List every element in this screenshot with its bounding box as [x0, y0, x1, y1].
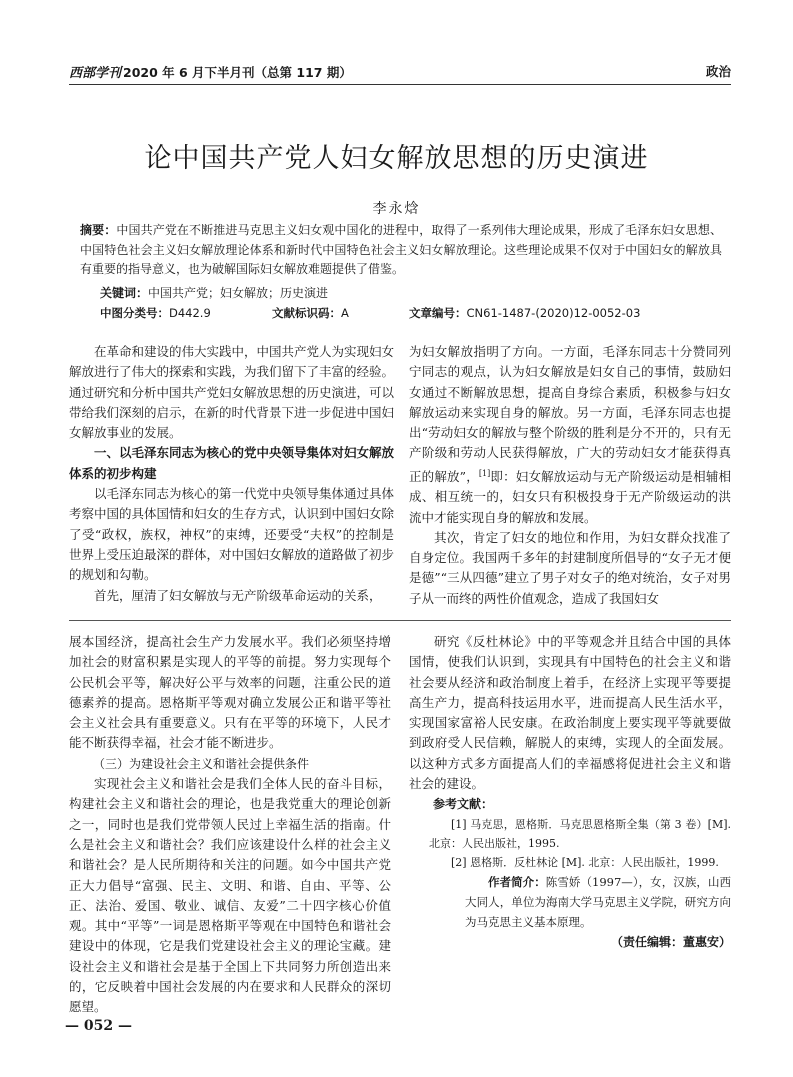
abstract-text: 中国共产党在不断推进马克思主义妇女观中国化的进程中，取得了一系列伟大理论成果，形成了毛泽东妇女思想、中国特色社会主义妇女解放理论体系和新时代中国特色社会主义妇女解放理论。这些理论成果不仅对于中国妇女的解放具有重要的指导意义，也为破解国际妇女解放难题提供了借鉴。 — [80, 223, 722, 276]
page-header — [69, 58, 731, 85]
bio-text: 陈雪娇（1997—），女，汉族，山西大同人，单位为海南大学马克思主义学院，研究方向为马克思主义基本原理。 — [465, 874, 732, 929]
section-heading: 一、以毛泽东同志为核心的党中央领导集体对妇女解放体系的初步构建 — [69, 445, 395, 481]
clc-number — [100, 305, 211, 321]
citation-marker: [1] — [478, 468, 491, 478]
document-code — [272, 305, 349, 321]
paragraph: 实现社会主义和谐社会是我们全体人民的奋斗目标，构建社会主义和谐社会的理论，也是我党重大的理论创新之一，同时也是我们党带领人民过上幸福生活的指南。什么是社会主义和谐社会？我们应该建设什么样的社会主义和谐社会？是人民所期待和关注的问题。如今中国共产党正大力倡导“富强、民主、文明、和谐、自由、平等、公正、法治、爱国、敬业、诚信、友爱”二十四字核心价值观。其中“平等”一词是恩格斯平等观在中国特色和谐社会建设中的体现，它是我们党建设社会主义的理论宝藏。建设社会主义和谐社会是基于全国上下共同努力所创造出来的，它反映着中国社会发展的内在要求和人民群众的深切愿望。 — [69, 776, 391, 1015]
journal-issue — [69, 62, 352, 81]
clc-label: 中图分类号： — [100, 306, 169, 320]
paragraph: 以毛泽东同志为核心的第一代党中央领导集体通过具体考察中国的具体国情和妇女的生存方式，认识到中国妇女除了受“政权，族权，神权”的束缚，还要受“夫权”的控制是世界上受压迫最深的群体，对中国妇女解放的道路做了初步的规划和勾勒。 — [69, 486, 395, 583]
bio-label: 作者简介： — [488, 874, 546, 889]
page-divider — [69, 620, 731, 621]
article-title: 论中国共产党人妇女解放思想的历史演进 — [144, 143, 649, 174]
keywords-text: 中国共产党；妇女解放；历史演进 — [148, 286, 329, 300]
keywords — [100, 284, 328, 301]
doc-value: A — [341, 306, 349, 320]
paragraph: 研究《反杜林论》中的平等观念并且结合中国的具体国情，使我们认识到，实现具有中国特色的社会主义和谐社会要从经济和政治制度上着手，在经济上实现平等要提高生产力，提高科技运用水平，进而提高人民生活水平，实现国家富裕人民安康。在政治制度上要实现平等就要做到政府受人民信赖，解脱人的束缚，实现人的全面发展。以这种方式多方面提高人们的幸福感将促进社会主义和谐社会的建设。 — [409, 634, 731, 792]
paragraph-text: 为妇女解放指明了方向。一方面，毛泽东同志十分赞同列宁同志的观点，认为妇女解放是妇女自己的事情，鼓励妇女通过不断解放思想，提高自身综合素质，积极参与妇女解放运动来实现自身的解放。另一方面，毛泽东同志也提出“劳动妇女的解放与整个阶级的胜利是分不开的，只有无产阶级和劳动人民获得解放，广大的劳动妇女才能获得真正的解放”， — [409, 344, 731, 484]
section-tag: 政治 — [705, 64, 731, 79]
clc-value: D442.9 — [169, 306, 211, 320]
keywords-label: 关键词： — [100, 286, 149, 300]
lower-right-column — [409, 632, 731, 952]
page-number: — 052 — — [65, 1018, 132, 1034]
reference-item: [1] 马克思，恩格斯．马克思恩格斯全集（第 3 卷）[M]. 北京：人民出版社，1995. — [429, 817, 731, 850]
paragraph — [409, 342, 731, 528]
references-title: 参考文献： — [433, 797, 494, 812]
reference-item: [2] 恩格斯．反杜林论 [M]. 北京：人民出版社，1999. — [451, 855, 719, 869]
issue-info: 2020 年 6 月下半月刊（总第 117 期） — [123, 65, 352, 80]
article-no-label: 文章编号： — [409, 306, 467, 320]
paragraph-text: 即：妇女解放运动与无产阶级运动是相辅相成、相互统一的，妇女只有积极投身于无产阶级运动的洪流中才能实现自身的解放和发展。 — [409, 468, 731, 525]
subsection-heading: （三）为建设社会主义和谐社会提供条件 — [93, 756, 310, 771]
abstract — [80, 221, 722, 280]
doc-label: 文献标识码： — [272, 306, 341, 320]
upper-right-column — [409, 342, 731, 609]
journal-logo: 西部学刊 — [69, 66, 122, 81]
lower-left-column — [69, 632, 391, 1018]
upper-left-column — [69, 342, 394, 606]
paragraph: 其次，肯定了妇女的地位和作用，为妇女群众找准了自身定位。我国两千多年的封建制度所倡导的“女子无才便是德”“三从四德”建立了男子对女子的绝对统治，女子对男子从一而终的两性价值观念，造成了我国妇女 — [409, 529, 731, 606]
article-number — [409, 305, 640, 321]
paragraph: 展本国经济，提高社会生产力发展水平。我们必须坚持增加社会的财富积累是实现人的平等的前提。努力实现每个公民机会平等，解决好公平与效率的问题，注重公民的道德素养的提高。恩格斯平等观对确立发展公正和谐平等社会主义社会具有重要意义。只有在平等的环境下，人民才能不断获得幸福，社会才能不断进步。 — [69, 634, 391, 751]
paragraph: 在革命和建设的伟大实践中，中国共产党人为实现妇女解放进行了伟大的探索和实践，为我们留下了丰富的经验。通过研究和分析中国共产党妇女解放思想的历史演进，可以带给我们深刻的启示，在新的时代背景下进一步促进中国妇女解放事业的发展。 — [69, 344, 395, 441]
abstract-label: 摘要： — [80, 223, 117, 237]
article-no-value: CN61-1487-(2020)12-0052-03 — [466, 306, 641, 320]
author-bio — [409, 872, 731, 932]
paragraph: 首先，厘清了妇女解放与无产阶级革命运动的关系， — [94, 587, 382, 603]
responsible-editor: （责任编辑：董惠安） — [610, 934, 731, 949]
article-author: 李永焓 — [372, 201, 421, 217]
